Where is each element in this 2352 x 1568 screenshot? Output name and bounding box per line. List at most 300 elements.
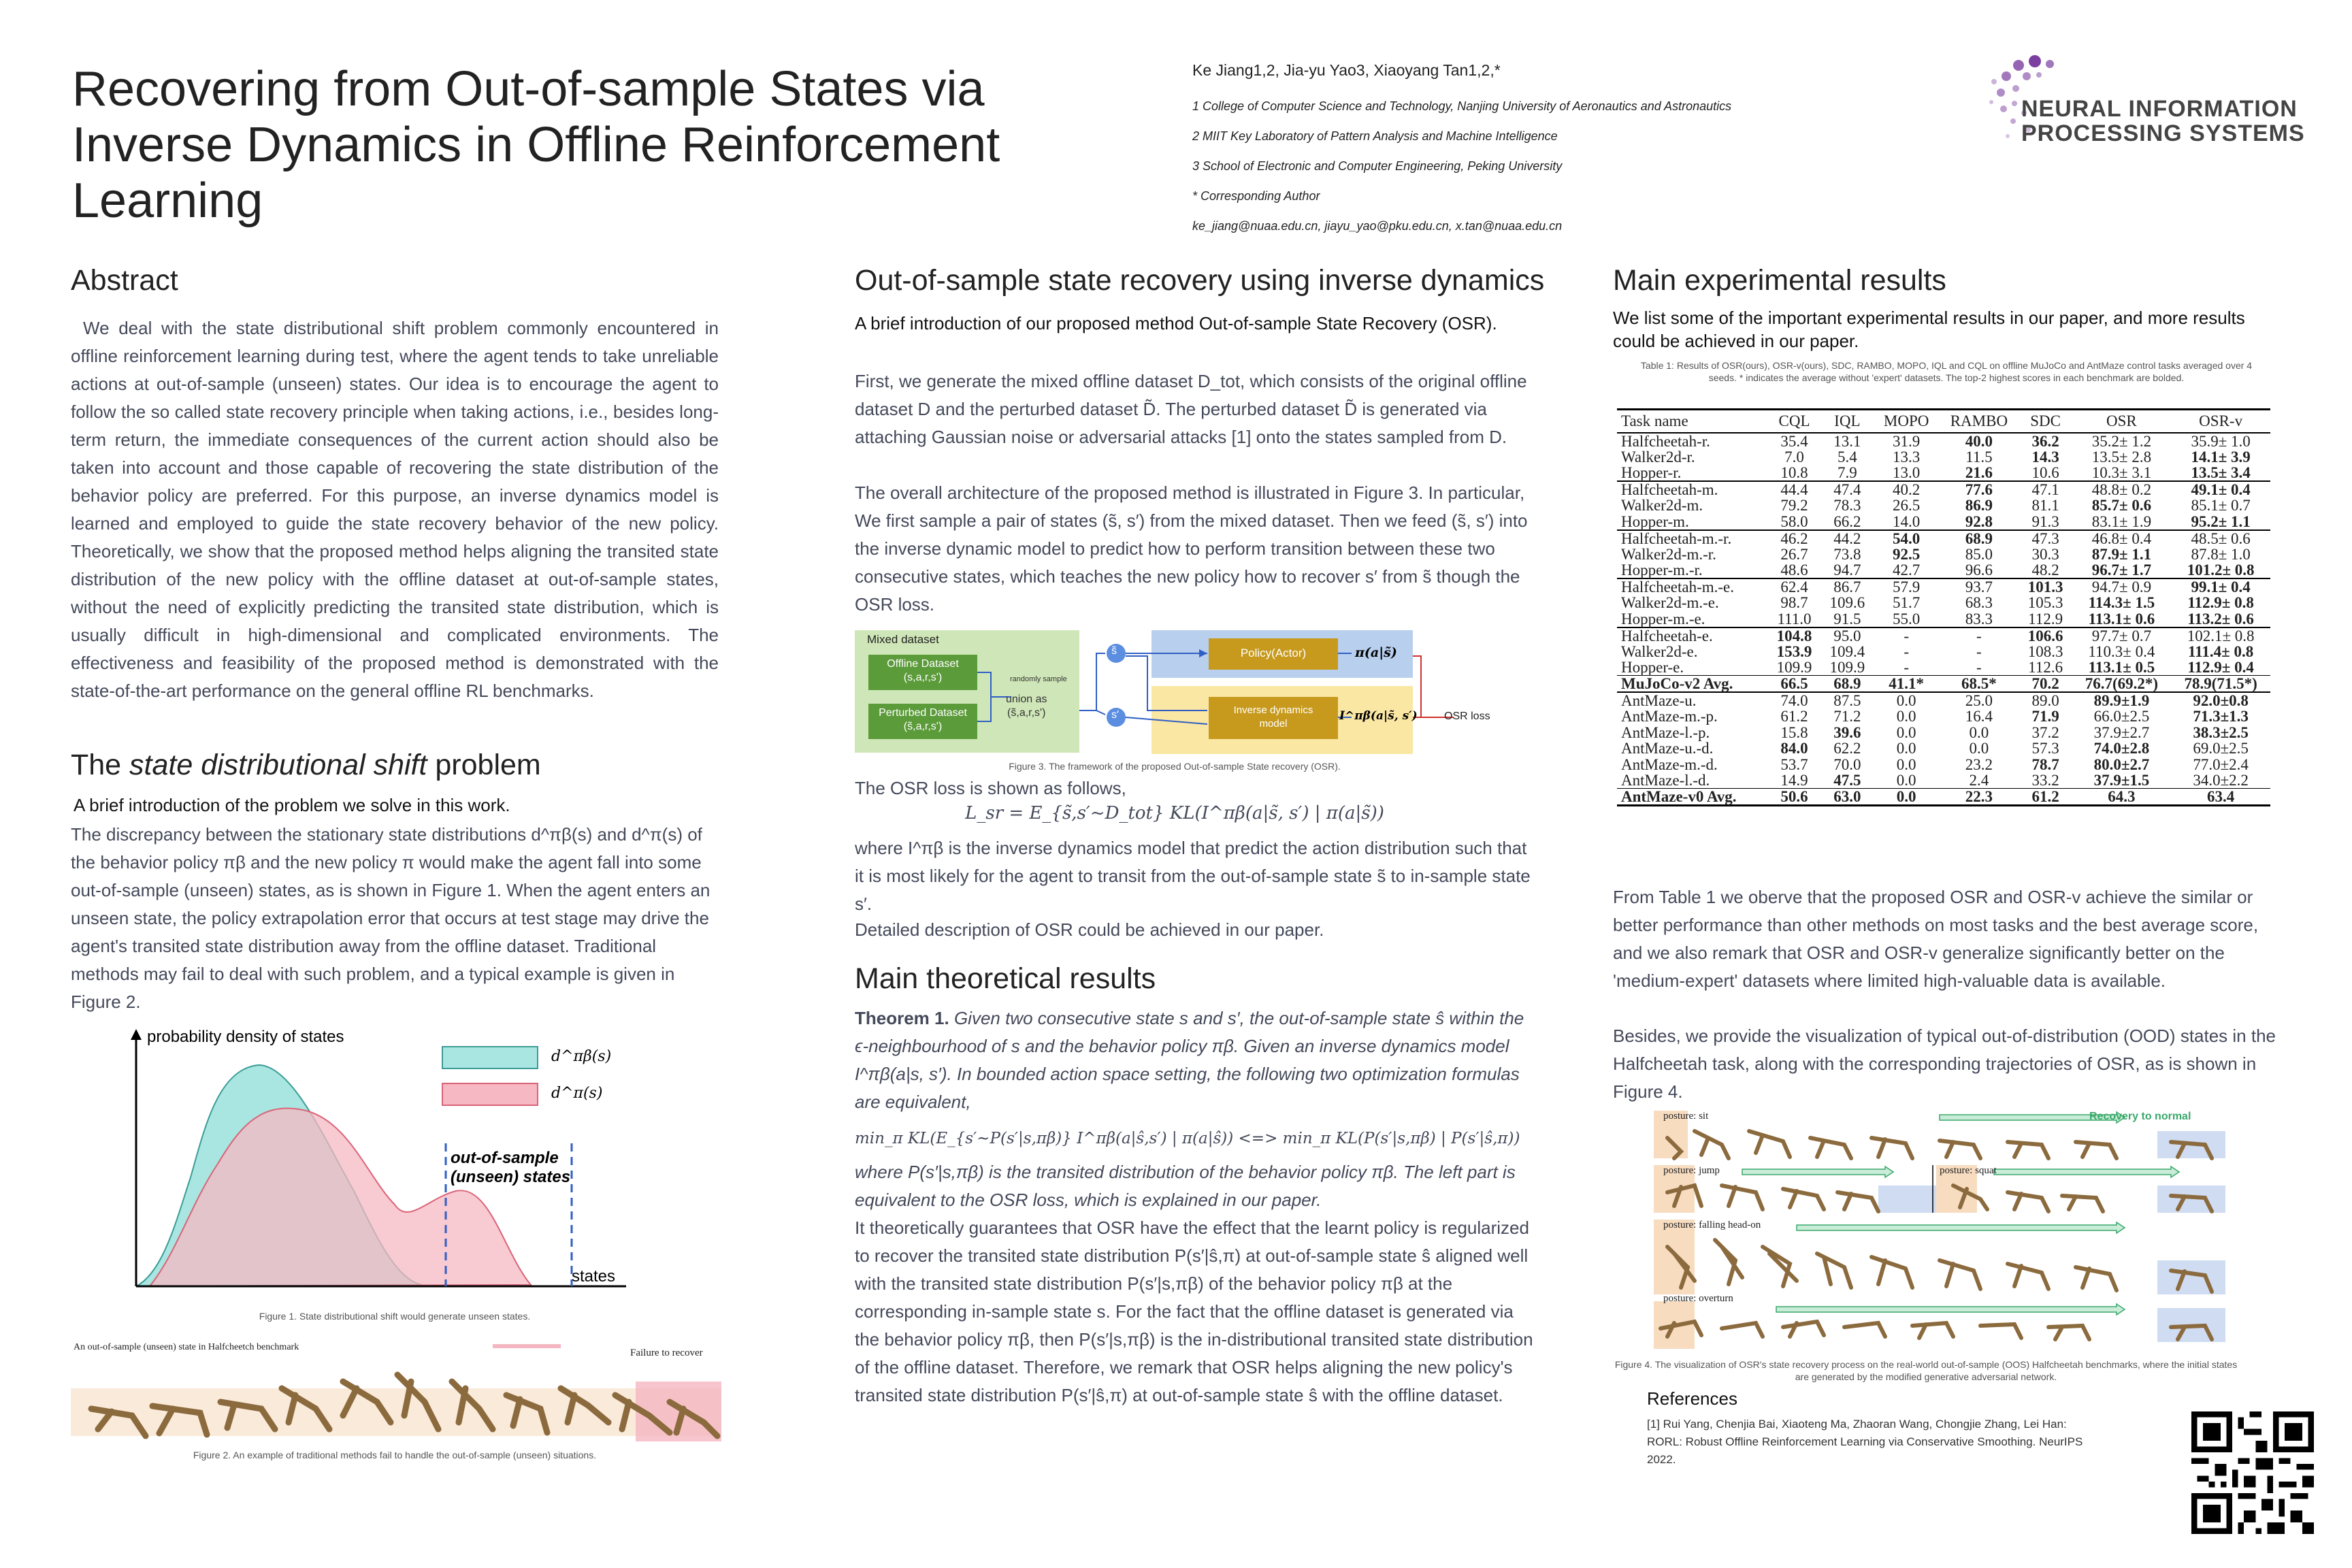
task-name-cell: Halfcheetah-r. (1621, 432, 1710, 450)
score-cell: 13.5± 3.4 (2191, 464, 2251, 481)
score-cell: 41.1* (1874, 676, 1939, 693)
task-name-cell: Walker2d-m.-e. (1621, 594, 1719, 612)
score-cell: 30.3 (2031, 545, 2059, 563)
theorem-1 (855, 1004, 1535, 1116)
poster-title (72, 61, 1093, 229)
score-cell: 73.8 (1833, 545, 1861, 563)
score-cell: 16.4 (1965, 708, 1993, 725)
task-name-cell: AntMaze-v0 Avg. (1617, 789, 1768, 806)
score-cell: 13.5± 2.8 (2091, 448, 2152, 466)
logo-line-2: PROCESSING SYSTEMS (2021, 120, 2305, 146)
score-cell: 102.1± 0.8 (2171, 627, 2270, 644)
references-heading: References (1647, 1388, 1737, 1409)
score-cell: 111.4± 0.8 (2187, 642, 2254, 660)
score-cell: 113.2± 0.6 (2187, 610, 2254, 627)
score-cell: 95.2± 1.1 (2191, 512, 2251, 530)
score-cell: 87.9± 1.1 (2091, 545, 2152, 563)
score-cell: 13.0 (1893, 464, 1921, 481)
col-osr: OSR (2072, 410, 2172, 433)
score-cell: 77.6 (1939, 481, 2019, 497)
theory-paragraph-2: It theoretically guarantees that OSR have the effect that the learnt policy is regularized to recover the transited state distribution P(s′|ŝ,π) at out-of-sample state ŝ aligned well with the transited state distribution P(s′|s,πβ) of the behavior policy πβ at the corresponding in-sample state s. For the fact that the offline dataset is generated via the behavior policy πβ, then P(s′|s,πβ) is the in-distributional transited state distribution of the offline dataset. Therefore, we remark that OSR helps aligning the new policy's transited state distribution P(s′|ŝ,π) at out-of-sample state ŝ with the offline dataset. (855, 1218, 1533, 1405)
results-paragraph-1: From Table 1 we oberve that the proposed OSR and OSR-v achieve the similar or better performance than other methods on most tasks and the best average score, and we also remark that OSR and OSR-v generalize significantly better on the 'medium-expert' datasets where limited high-valuable data is available. (1613, 887, 2259, 991)
score-cell: 78.9(71.5*) (2171, 676, 2270, 693)
qr-code[interactable] (2191, 1411, 2314, 1534)
results-heading: Main experimental results (1613, 264, 1946, 297)
score-cell: 108.3 (2027, 642, 2063, 660)
score-cell: 33.2 (2031, 772, 2059, 789)
oos-annotation-line-2: (unseen) states (451, 1168, 571, 1186)
results-table-wrap (1617, 408, 2270, 806)
score-cell: - (1976, 659, 1982, 676)
score-cell: 0.0 (1874, 692, 1939, 708)
score-cell: 62.4 (1768, 578, 1821, 595)
score-cell: 13.3 (1893, 448, 1921, 466)
figure-1 (122, 1028, 640, 1300)
score-cell: 91.3 (2031, 512, 2059, 530)
score-cell: 21.6 (1965, 464, 1993, 481)
task-name-cell: Hopper-m.-r. (1621, 561, 1703, 578)
author-list: Ke Jiang1,2, Jia-yu Yao3, Xiaoyang Tan1,2,* (1192, 61, 1501, 79)
table-row (1617, 497, 2270, 514)
score-cell: 91.5 (1833, 610, 1861, 627)
recovery-visualization (1654, 1111, 2232, 1352)
results-table (1617, 408, 2270, 806)
figure-1-caption: Figure 1. State distributional shift would generate unseen states. (259, 1311, 531, 1322)
results-paragraph-2: Besides, we provide the visualization of typical out-of-distribution (OOD) states in the Halfcheetah task, along with the corresponding trajectories of OSR, as is shown in Figure 4. (1613, 1026, 2276, 1102)
score-cell: 53.7 (1780, 755, 1808, 773)
reference-1: [1] Rui Yang, Chenjia Bai, Xiaoteng Ma, Zhaoran Wang, Chongjie Zhang, Lei Han: RORL: Robust Offline Reinforcement Learning via Conservative Smoothing. NeurIPS 2022. (1647, 1418, 2083, 1466)
random-sample-label: randomly sample (1010, 675, 1067, 683)
score-cell: 83.3 (1965, 610, 1993, 627)
score-cell: 47.5 (1833, 772, 1861, 789)
table-row (1617, 465, 2270, 481)
affiliation-1: 1 College of Computer Science and Technology, Nanjing University of Aeronautics and Astronautics (1192, 99, 1732, 113)
score-cell: 111.0 (1777, 610, 1812, 627)
col-cql: CQL (1768, 410, 1821, 433)
task-name-cell: MuJoCo-v2 Avg. (1617, 676, 1768, 693)
policy-label: Policy(Actor) (1240, 647, 1307, 659)
score-cell: 22.3 (1939, 789, 2019, 806)
score-cell: 85.1± 0.7 (2191, 497, 2251, 514)
score-cell: 0.0 (1874, 789, 1939, 806)
score-cell: 48.6 (1780, 561, 1808, 578)
score-cell: 42.7 (1893, 561, 1921, 578)
score-cell: 113.1± 0.5 (2088, 659, 2155, 676)
legend-swatch-policy (442, 1083, 538, 1105)
score-cell: 0.0 (1896, 755, 1916, 773)
abstract-heading: Abstract (71, 264, 178, 297)
task-name-cell: AntMaze-l.-p. (1621, 723, 1710, 741)
score-cell: 74.0 (1768, 692, 1821, 708)
offline-dataset-title: Offline Dataset (887, 658, 959, 670)
score-cell: 78.7 (2031, 755, 2059, 773)
score-cell: 48.8± 0.2 (2072, 481, 2172, 497)
score-cell: 74.0±2.8 (2093, 740, 2150, 757)
score-cell: 71.9 (2031, 708, 2059, 725)
score-cell: 61.2 (1780, 708, 1808, 725)
mixed-dataset-label: Mixed dataset (867, 633, 939, 646)
logo-line-1: NEURAL INFORMATION (2021, 96, 2298, 122)
shift-text: The discrepancy between the stationary state distributions d^πβ(s) and d^π(s) of the behavior policy πβ and the new policy π would make the agent fall into some out-of-sample (unseen) states, as is shown in Figure 1. When the agent enters an unseen state, the policy extrapolation error that occurs at test stage may drive the agent's transited state distribution away from the offline dataset. Traditional methods may fail to deal with such problem, and a typical example is given in Figure 2. (71, 824, 710, 1012)
task-name-cell: Walker2d-m. (1621, 497, 1703, 514)
score-cell: 68.5* (1939, 676, 2019, 693)
figure-4 (1654, 1111, 2232, 1352)
score-cell: 99.1± 0.4 (2171, 578, 2270, 595)
neurips-logo (1974, 41, 2314, 150)
score-cell: 35.4 (1780, 432, 1808, 450)
score-cell: 101.2± 0.8 (2187, 561, 2255, 578)
task-name-cell: Hopper-e. (1621, 659, 1684, 676)
score-cell: 15.8 (1780, 723, 1808, 741)
score-cell: 85.0 (1965, 545, 1993, 563)
score-cell: 83.1± 1.9 (2091, 512, 2152, 530)
score-cell: 51.7 (1893, 594, 1921, 612)
score-cell: 2.4 (1969, 772, 1989, 789)
score-cell: 47.1 (2019, 481, 2072, 497)
score-cell: 113.1± 0.6 (2088, 610, 2155, 627)
task-name-cell: AntMaze-m.-d. (1621, 755, 1718, 773)
score-cell: 40.0 (1965, 432, 1993, 450)
task-name-cell: AntMaze-m.-p. (1621, 708, 1718, 725)
score-cell: 26.7 (1780, 545, 1808, 563)
table-row (1617, 433, 2270, 449)
score-cell: 62.2 (1833, 740, 1861, 757)
score-cell: 0.0 (1896, 772, 1916, 789)
shift-heading-post: problem (427, 749, 541, 781)
neurips-wordmark (2021, 97, 2305, 146)
score-cell: 112.9± 0.4 (2187, 659, 2254, 676)
inverse-dynamics-label: Inverse dynamics model (1233, 704, 1313, 730)
score-cell: 5.4 (1837, 448, 1857, 466)
table-row (1617, 757, 2270, 773)
score-cell: 109.9 (1829, 659, 1865, 676)
table-row (1617, 708, 2270, 725)
score-cell: 0.0 (1896, 723, 1916, 741)
score-cell: 55.0 (1893, 610, 1921, 627)
score-cell: 48.5± 0.6 (2171, 530, 2270, 546)
title-line-3: Learning (72, 174, 263, 228)
score-cell: 57.9 (1874, 578, 1939, 595)
col-rambo: RAMBO (1939, 410, 2019, 433)
score-cell: 14.3 (2031, 448, 2059, 466)
label-squat: posture: squat (1940, 1165, 1997, 1176)
score-cell: 10.8 (1780, 464, 1808, 481)
table-row (1617, 530, 2270, 546)
osr-framework-diagram (855, 629, 1494, 760)
score-cell: 81.1 (2031, 497, 2059, 514)
score-cell: 77.0±2.4 (2193, 755, 2249, 773)
table-header-row (1617, 410, 2270, 433)
score-cell: 71.3±1.3 (2193, 708, 2249, 725)
score-cell: 89.0 (2019, 692, 2072, 708)
score-cell: 106.6 (2019, 627, 2072, 644)
shift-intro: A brief introduction of the problem we solve in this work. (74, 795, 510, 815)
table-row (1617, 644, 2270, 660)
figure-3 (855, 629, 1494, 760)
score-cell: - (1874, 627, 1939, 644)
score-cell: 14.9 (1780, 772, 1808, 789)
score-cell: 96.6 (1965, 561, 1993, 578)
score-cell: 109.6 (1829, 594, 1865, 612)
score-cell: 109.9 (1776, 659, 1812, 676)
osr-loss-label: OSR loss (1444, 710, 1490, 722)
score-cell: 97.7± 0.7 (2072, 627, 2172, 644)
score-cell: 35.9± 1.0 (2191, 432, 2251, 450)
perturbed-dataset-title: Perturbed Dataset (879, 707, 967, 719)
score-cell: 13.1 (1833, 432, 1861, 450)
perturbed-dataset-label (868, 706, 977, 734)
task-name-cell: Halfcheetah-m. (1617, 481, 1768, 497)
score-cell: 86.9 (1965, 497, 1993, 514)
table-row (1617, 740, 2270, 757)
table-row (1617, 611, 2270, 627)
score-cell: 46.2 (1768, 530, 1821, 546)
score-cell: 23.2 (1965, 755, 1993, 773)
score-cell: 153.9 (1776, 642, 1812, 660)
table-row (1617, 659, 2270, 676)
osr-intro: A brief introduction of our proposed method Out-of-sample State Recovery (OSR). (855, 313, 1497, 333)
inverse-dynamics-output: I^πβ(a|s̃, s′) (1339, 709, 1418, 723)
task-name-cell: Walker2d-r. (1621, 448, 1695, 466)
score-cell: 37.9±1.5 (2093, 772, 2150, 789)
union-title: union as (1006, 693, 1047, 705)
score-cell: 87.5 (1820, 692, 1874, 708)
score-cell: 64.3 (2072, 789, 2172, 806)
task-name-cell: Hopper-m.-e. (1621, 610, 1705, 627)
affiliation-2: 2 MIIT Key Laboratory of Pattern Analysis and Machine Intelligence (1192, 129, 1558, 143)
score-cell: 37.9±2.7 (2093, 723, 2150, 741)
score-cell: 105.3 (2027, 594, 2063, 612)
score-cell: - (1904, 642, 1909, 660)
x-axis-label: states (572, 1267, 616, 1286)
score-cell: 0.0 (1969, 723, 1989, 741)
score-cell: 104.8 (1768, 627, 1821, 644)
theorem-statement: Given two consecutive state s and s′, the out-of-sample state ŝ within the ϵ-neighbourhood of s and the behavior policy πβ. Given an inverse dynamics model I^πβ(a|s, s′). In bounded action space setting, the following two optimization formulas are equivalent, (855, 1008, 1524, 1112)
table-row (1617, 595, 2270, 611)
score-cell: 70.2 (2019, 676, 2072, 693)
qr-code-icon (2191, 1411, 2314, 1534)
score-cell: 109.4 (1829, 642, 1865, 660)
table-row (1617, 789, 2270, 806)
score-cell: 66.2 (1833, 512, 1861, 530)
score-cell: 112.9 (2028, 610, 2063, 627)
score-cell: 47.3 (2019, 530, 2072, 546)
shift-heading-pre: The (71, 749, 130, 781)
task-name-cell: Hopper-m. (1621, 512, 1689, 530)
score-cell: 86.7 (1820, 578, 1874, 595)
shift-heading-em: state distributional shift (129, 749, 427, 781)
osr-heading: Out-of-sample state recovery using inverse dynamics (855, 264, 1545, 297)
score-cell: 66.0±2.5 (2093, 708, 2150, 725)
score-cell: 7.0 (1784, 448, 1804, 466)
score-cell: 10.3± 3.1 (2091, 464, 2152, 481)
score-cell: 110.3± 0.4 (2088, 642, 2155, 660)
score-cell: 71.2 (1833, 708, 1861, 725)
score-cell: 76.7(69.2*) (2072, 676, 2172, 693)
affiliation-3: 3 School of Electronic and Computer Engineering, Peking University (1192, 159, 1563, 173)
score-cell: 112.9± 0.8 (2187, 594, 2254, 612)
title-line-2: Inverse Dynamics in Offline Reinforcement (72, 118, 1000, 172)
perturbed-dataset-tuple: (s̃,a,r,s') (903, 721, 943, 732)
score-cell: 70.0 (1833, 755, 1861, 773)
score-cell: 10.6 (2031, 464, 2059, 481)
score-cell: 37.2 (2031, 723, 2059, 741)
offline-dataset-tuple: (s,a,r,s') (903, 672, 943, 683)
state-node-tilde: s̃ (1111, 645, 1117, 657)
score-cell: 94.7 (1833, 561, 1861, 578)
figure-3-caption: Figure 3. The framework of the proposed Out-of-sample State recovery (OSR). (1009, 761, 1341, 772)
score-cell: 49.1± 0.4 (2171, 481, 2270, 497)
score-cell: 26.5 (1893, 497, 1921, 514)
score-cell: 95.0 (1820, 627, 1874, 644)
score-cell: 38.3±2.5 (2193, 723, 2249, 741)
score-cell: 78.3 (1833, 497, 1861, 514)
figure-4-caption: Figure 4. The visualization of OSR's state recovery process on the real-world out-of-sample (OOS) Halfcheetah benchmarks, where the initial states are generated by the modified generative adversarial network. (1614, 1359, 2238, 1382)
score-cell: 58.0 (1780, 512, 1808, 530)
table-row (1617, 772, 2270, 789)
score-cell: 68.3 (1965, 594, 1993, 612)
figure-2-caption: Figure 2. An example of traditional methods fail to handle the out-of-sample (unseen) situations. (193, 1450, 597, 1460)
label-sit: posture: sit (1663, 1111, 1709, 1122)
score-cell: 47.4 (1820, 481, 1874, 497)
union-tuple: (s̃,a,r,s') (1007, 707, 1046, 719)
score-cell: 92.5 (1893, 545, 1921, 563)
score-cell: 54.0 (1874, 530, 1939, 546)
legend-swatch-behavior (442, 1047, 538, 1068)
union-label (1006, 693, 1047, 720)
score-cell: 14.1± 3.9 (2191, 448, 2251, 466)
corresponding-note: * Corresponding Author (1192, 189, 1320, 203)
table-row (1617, 725, 2270, 741)
figure-2 (71, 1341, 721, 1441)
score-cell: 36.2 (2031, 432, 2059, 450)
failure-label: Failure to recover (630, 1348, 703, 1358)
osr-paragraph-3: where I^πβ is the inverse dynamics model that predict the action distribution such that it is most likely for the agent to transit from the out-of-sample state s̃ to in-sample state s′. (855, 838, 1531, 914)
osr-paragraph-4: Detailed description of OSR could be achieved in our paper. (855, 919, 1324, 940)
theorem-label: Theorem 1. (855, 1008, 949, 1028)
theorem-equation: min_π KL(E_{s′~P(s′|s,πβ)} I^πβ(a|ŝ,s′) | π(a|ŝ)) <=> min_π KL(P(s′|s,πβ) | P(s′|ŝ,π)) (855, 1130, 1520, 1147)
abstract-text: We deal with the state distributional shift problem commonly encountered in offline reinforcement learning during test, where the agent tends to take unreliable actions at out-of-sample (unseen) states. Our idea is to encourage the agent to follow the so called state recovery principle when taking actions, i.e., besides long-term return, the immediate consequences of the current action should also be taken into account and those capable of recovering the state distribution of the behavior policy are preferred. For this purpose, an inverse dynamics model is learned and employed to guide the state recovery behavior of the new policy. Theoretically, we show that the proposed method helps aligning the transited state distribution of the new policy with the offline dataset at out-of-sample states, without the need of explicitly predicting the transited state distribution, which is usually difficult in high-dimensional and complicated environments. The effectiveness and feasibility of the proposed method is demonstrated with the state-of-the-art performance on the general offline RL benchmarks. (71, 318, 719, 701)
score-cell: 25.0 (1939, 692, 2019, 708)
results-intro: We list some of the important experimental results in our paper, and more results could be achieved in our paper. (1613, 308, 2245, 351)
score-cell: 92.8 (1965, 512, 1993, 530)
score-cell: 92.0±0.8 (2171, 692, 2270, 708)
score-cell: 112.6 (2028, 659, 2063, 676)
score-cell: 68.9 (1939, 530, 2019, 546)
col-iql: IQL (1820, 410, 1874, 433)
score-cell: 79.2 (1780, 497, 1808, 514)
score-cell: 96.7± 1.7 (2091, 561, 2152, 578)
osr-paragraph-2: The overall architecture of the proposed method is illustrated in Figure 3. In particular, We first sample a pair of states (s̃, s′) from the mixed dataset. Then we feed (s̃, s′) into the inverse dynamic model to predict how to perform transition between these two consecutive states, which teaches the new policy how to recover s′ from s̃ though the OSR loss. (855, 483, 1528, 615)
table-row (1617, 578, 2270, 595)
score-cell: 63.4 (2171, 789, 2270, 806)
table-row (1617, 546, 2270, 563)
score-cell: 98.7 (1780, 594, 1808, 612)
table-row (1617, 481, 2270, 497)
score-cell: 57.3 (2031, 740, 2059, 757)
y-axis-arrow-icon (131, 1029, 142, 1040)
task-name-cell: Hopper-r. (1621, 464, 1682, 481)
score-cell: 84.0 (1780, 740, 1808, 757)
table-body (1617, 433, 2270, 806)
score-cell: 89.9±1.9 (2072, 692, 2172, 708)
table-1-caption: Table 1: Results of OSR(ours), OSR-v(ours), SDC, RAMBO, MOPO, IQL and CQL on offline MuJoCo and AntMaze control tasks averaged over 4 seeds. * indicates the average without 'expert' datasets. The top-2 highest scores in each benchmark are bolded. (1640, 360, 2253, 383)
task-name-cell: AntMaze-u.-d. (1621, 740, 1714, 757)
score-cell: 94.7± 0.9 (2072, 578, 2172, 595)
label-jump: posture: jump (1663, 1165, 1720, 1176)
table-row (1617, 562, 2270, 578)
theory-paragraph-1: where P(s′|s,πβ) is the transited distribution of the behavior policy πβ. The left part is equivalent to the OSR loss, which is explained in our paper. (855, 1162, 1516, 1210)
score-cell: 0.0 (1896, 740, 1916, 757)
task-name-cell: AntMaze-u. (1617, 692, 1768, 708)
col-osr-v: OSR-v (2171, 410, 2270, 433)
score-cell: 63.0 (1820, 789, 1874, 806)
policy-output: π(a|s̃) (1355, 645, 1397, 660)
table-row (1617, 627, 2270, 644)
score-cell: 66.5 (1768, 676, 1821, 693)
score-cell: 0.0 (1896, 708, 1916, 725)
score-cell: - (1976, 642, 1982, 660)
task-name-cell: Walker2d-m.-r. (1621, 545, 1716, 563)
score-cell: 87.8± 1.0 (2191, 545, 2251, 563)
score-cell: 40.2 (1874, 481, 1939, 497)
score-cell: 35.2± 1.2 (2091, 432, 2152, 450)
score-cell: 31.9 (1893, 432, 1921, 450)
score-cell: 14.0 (1893, 512, 1921, 530)
halfcheetah-trajectory-strip (71, 1341, 721, 1441)
score-cell: 50.6 (1768, 789, 1821, 806)
task-name-cell: AntMaze-l.-d. (1621, 772, 1710, 789)
col-mopo: MOPO (1874, 410, 1939, 433)
task-name-cell: Halfcheetah-e. (1617, 627, 1768, 644)
y-axis-label: probability density of states (147, 1028, 344, 1046)
score-cell: 61.2 (2019, 789, 2072, 806)
offline-dataset-label (868, 657, 977, 685)
score-cell: 68.9 (1820, 676, 1874, 693)
score-cell: 114.3± 1.5 (2088, 594, 2155, 612)
oos-annotation (451, 1149, 570, 1187)
table-row (1617, 449, 2270, 466)
oos-annotation-line-1: out-of-sample (451, 1149, 559, 1167)
state-node-prime: s′ (1111, 709, 1119, 721)
score-cell: 46.8± 0.4 (2072, 530, 2172, 546)
score-cell: 7.9 (1837, 464, 1857, 481)
col-sdc: SDC (2019, 410, 2072, 433)
task-name-cell: Halfcheetah-m.-e. (1617, 578, 1768, 595)
figure-2-label: An out-of-sample (unseen) state in Halfcheetch benchmark (74, 1342, 299, 1352)
title-line-1: Recovering from Out-of-sample States via (72, 62, 985, 116)
score-cell: - (1939, 627, 2019, 644)
score-cell: 48.2 (2031, 561, 2059, 578)
osr-paragraph-1: First, we generate the mixed offline dataset D_tot, which consists of the original offline dataset D and the perturbed dataset D̃. The perturbed dataset D̃ is generated via attaching Gaussian noise or adversarial attacks [1] onto the states sampled from D. (855, 371, 1527, 447)
score-cell: 0.0 (1969, 740, 1989, 757)
emails: ke_jiang@nuaa.edu.cn, jiayu_yao@pku.edu.cn, x.tan@nuaa.edu.cn (1192, 219, 1563, 233)
table-row (1617, 692, 2270, 708)
score-cell: 39.6 (1833, 723, 1861, 741)
table-row (1617, 676, 2270, 693)
theory-heading: Main theoretical results (855, 962, 1156, 995)
score-cell: 34.0±2.2 (2193, 772, 2249, 789)
osr-loss-equation: L_sr = E_{s̃,s′~D_tot} KL(I^πβ(a|s̃, s′) | π(a|s̃)) (965, 803, 1384, 823)
score-cell: 44.4 (1768, 481, 1821, 497)
shift-heading (71, 749, 719, 782)
label-overturn: posture: overturn (1663, 1293, 1733, 1304)
score-cell: 11.5 (1965, 448, 1993, 466)
table-row (1617, 514, 2270, 530)
recovery-label: Recovery to normal (2089, 1111, 2191, 1122)
col-task: Task name (1617, 410, 1768, 433)
task-name-cell: Walker2d-e. (1621, 642, 1698, 660)
